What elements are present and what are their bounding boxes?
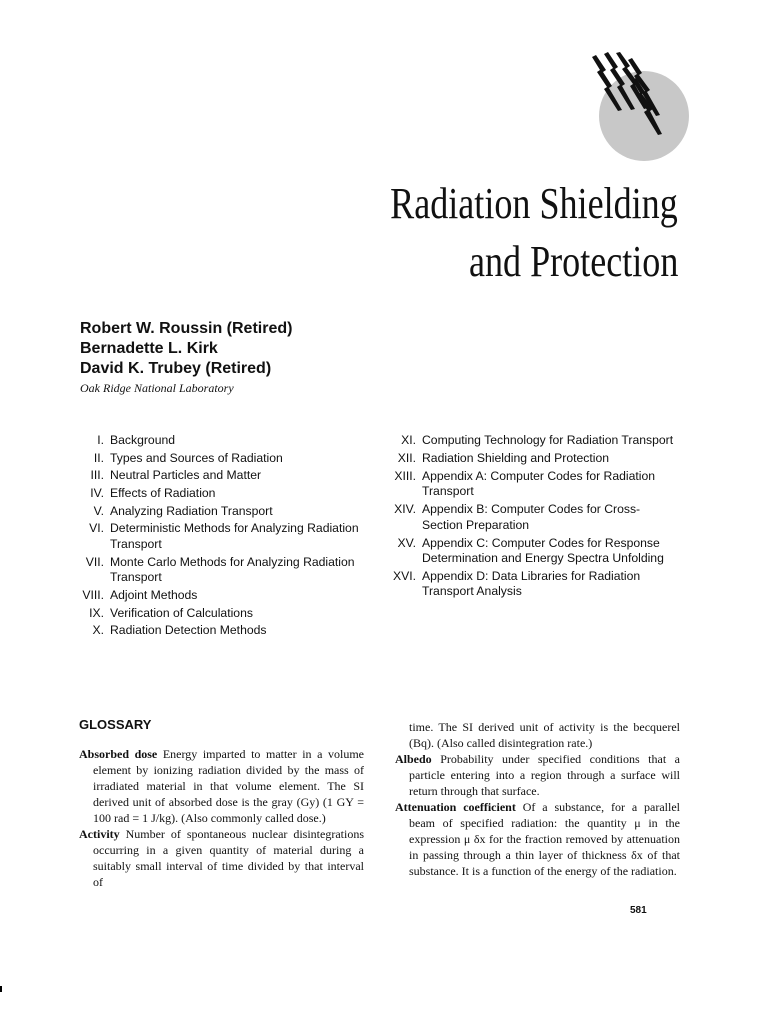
toc-number: II. (93, 450, 104, 465)
glossary-entry (395, 751, 680, 799)
glossary-entry (395, 799, 680, 879)
toc-number: VI. (89, 521, 104, 536)
toc-text: Effects of Radiation (110, 486, 216, 501)
page-number: 581 (630, 905, 647, 916)
toc-number: XI. (401, 433, 416, 447)
toc-text: Appendix C: Computer Codes for Response Determination and Energy Spectra Unfolding (422, 535, 664, 566)
toc-text: Monte Carlo Methods for Analyzing Radiation Transport (110, 554, 355, 585)
toc-text: Appendix D: Data Libraries for Radiation Transport Analysis (422, 568, 641, 599)
glossary-definition: Energy imparted to matter in a volume element by ionizing radiation divided by the mass of irradiated material in that volume element. The SI derived unit of absorbed dose is the gray (Gy) (1 GY = 100 rad = 1 J/kg). (Also commonly called dose.) (93, 747, 365, 825)
toc-number: XVI. (392, 568, 416, 583)
toc-text: Background (110, 433, 176, 447)
authors-block (80, 319, 292, 379)
toc-item (76, 555, 381, 586)
crop-mark (0, 986, 2, 992)
title-line-2: and Protection (468, 237, 678, 286)
toc-item (76, 588, 381, 604)
toc-item (76, 606, 381, 622)
toc-text: Appendix A: Computer Codes for Radiation Transport (422, 468, 656, 499)
glossary-entry (79, 746, 364, 826)
toc-text: Deterministic Methods for Analyzing Radiation Transport (110, 521, 359, 551)
toc-item (76, 468, 381, 484)
glossary-definition: Of a substance, for a parallel beam of specified radiation: the quantity μ in the expression μ δx for the fraction removed by attenuation in passing through a thin layer of thickness δx of that substance. It is a function of the energy of the radiation. (409, 800, 680, 878)
toc-item (76, 521, 381, 552)
author-2: Bernadette L. Kirk (80, 340, 218, 357)
toc-item (76, 451, 381, 467)
toc-item (76, 433, 381, 449)
author-1: Robert W. Roussin (Retired) (80, 320, 293, 337)
glossary-continuation: time. The SI derived unit of activity is the becquerel (Bq). (Also called disintegration rate.) (409, 720, 680, 750)
toc-text: Computing Technology for Radiation Transport (422, 433, 674, 447)
glossary-heading: GLOSSARY (79, 717, 152, 732)
toc-item (388, 569, 678, 600)
toc-number: V. (93, 503, 104, 518)
title-line-1: Radiation Shielding (390, 179, 678, 228)
toc-item (76, 623, 381, 639)
glossary-term: Attenuation coefficient (395, 800, 516, 814)
glossary-term: Activity (79, 827, 120, 841)
glossary-term: Absorbed dose (79, 747, 158, 761)
toc-text: Analyzing Radiation Transport (110, 503, 273, 518)
toc-number: IX. (89, 605, 104, 620)
toc-number: XIV. (394, 502, 416, 517)
toc-item (76, 486, 381, 502)
toc-number: I. (97, 433, 104, 447)
glossary-term: Albedo (395, 752, 432, 766)
toc-left-column (76, 433, 381, 641)
toc-item (76, 504, 381, 520)
toc-item (388, 536, 678, 567)
author-3: David K. Trubey (Retired) (80, 360, 272, 377)
toc-right-column (388, 433, 678, 602)
toc-text: Types and Sources of Radiation (110, 450, 283, 465)
toc-item (388, 433, 678, 449)
toc-number: VIII. (82, 587, 104, 602)
toc-number: XII. (397, 450, 416, 465)
glossary-left-column (79, 746, 364, 890)
glossary-definition: Number of spontaneous nuclear disintegrations occurring in a given quantity of material during a suitably small interval of time divided by that interval of (93, 827, 364, 889)
toc-number: XV. (397, 535, 416, 550)
toc-item (388, 451, 678, 467)
toc-text: Radiation Detection Methods (110, 623, 267, 638)
toc-text: Neutral Particles and Matter (110, 468, 262, 483)
toc-text: Radiation Shielding and Protection (422, 450, 610, 465)
toc-number: III. (90, 468, 104, 483)
glossary-definition: Probability under specified conditions that a particle entering into a region through a surface will return through that surface. (409, 752, 681, 798)
toc-number: VII. (85, 554, 104, 569)
toc-number: IV. (90, 486, 104, 501)
toc-text: Appendix B: Computer Codes for Cross-Section Preparation (422, 502, 641, 532)
toc-text: Verification of Calculations (110, 605, 253, 620)
affiliation: Oak Ridge National Laboratory (80, 381, 234, 395)
toc-item (388, 469, 678, 500)
toc-number: XIII. (394, 468, 416, 483)
toc-item (388, 502, 678, 533)
glossary-entry (79, 826, 364, 890)
toc-number: X. (92, 623, 104, 638)
radiation-bolts-icon (582, 52, 692, 164)
glossary-right-column (395, 719, 680, 879)
toc-text: Adjoint Methods (110, 587, 198, 602)
